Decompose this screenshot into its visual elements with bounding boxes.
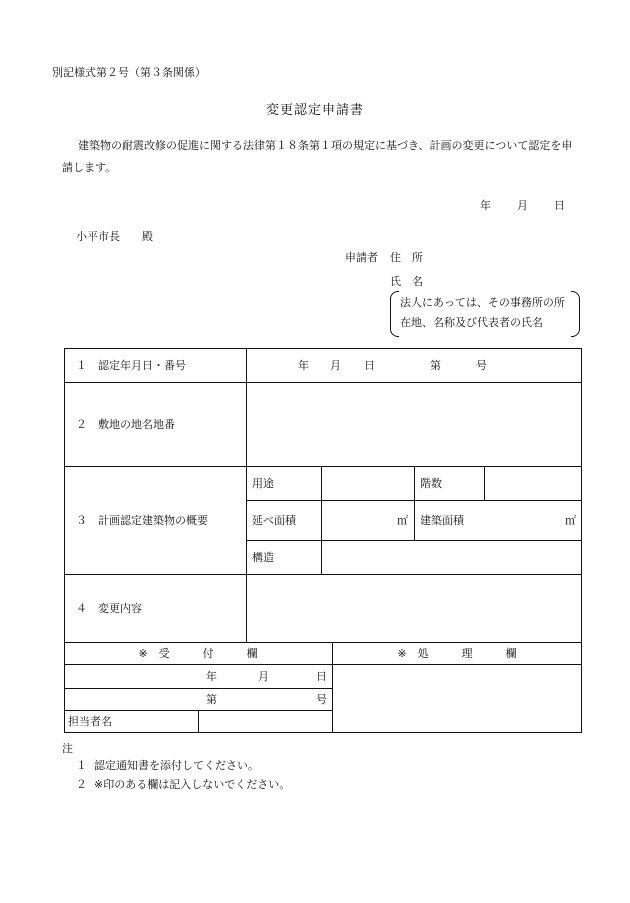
- floor-area-unit: ㎡: [397, 514, 408, 527]
- application-statement: 建築物の耐震改修の促進に関する法律第１８条第１項の規定に基づき、計画の変更について認定を申請します。: [62, 139, 573, 174]
- note-text: ※印のある欄は記入しないでください。: [94, 778, 291, 791]
- addressee: [76, 228, 153, 244]
- applicant-address-label: 住 所: [390, 251, 423, 264]
- row1-day: 日: [364, 359, 375, 372]
- row3-label: ３ 計画認定建築物の概要: [76, 514, 208, 527]
- application-date: [480, 197, 565, 213]
- note-number: １: [76, 759, 87, 772]
- notes-heading: 注: [62, 742, 73, 755]
- applicant-name-label: 氏 名: [390, 275, 423, 288]
- building-area-unit: ㎡: [565, 514, 576, 527]
- reception-no: 第: [206, 693, 217, 706]
- floor-area-label: 延べ面積: [252, 514, 296, 527]
- row2-label: ２ 敷地の地名地番: [76, 418, 175, 431]
- date-day: 日: [554, 199, 565, 212]
- date-year: 年: [480, 199, 491, 212]
- note-number: ２: [76, 778, 87, 791]
- use-label: 用途: [252, 477, 274, 490]
- building-area-label: 建築面積: [420, 514, 464, 527]
- corporate-note-bracket: [390, 291, 580, 337]
- date-month: 月: [517, 199, 528, 212]
- reception-day: 日: [316, 670, 327, 683]
- reception-person-label: 担当者名: [68, 715, 112, 728]
- form-id: 別記様式第２号（第３条関係）: [52, 66, 206, 79]
- row4-label: ４ 変更内容: [76, 602, 142, 615]
- note-item: [76, 776, 290, 792]
- row1-no: 第: [430, 359, 441, 372]
- document-title: 変更認定申請書: [265, 103, 364, 118]
- corporate-note: 法人にあっては、その事務所の所在地、名称及び代表者の氏名: [400, 296, 565, 329]
- note-item: [76, 757, 259, 773]
- processing-header: ※ 処 理 欄: [397, 647, 517, 660]
- addressee-name: 小平市長: [76, 230, 120, 243]
- reception-header: ※ 受 付 欄: [138, 647, 258, 660]
- addressee-honorific: 殿: [142, 230, 153, 243]
- reception-go: 号: [316, 693, 327, 706]
- row1-year: 年: [298, 359, 309, 372]
- reception-year: 年: [206, 670, 217, 683]
- row1-month: 月: [330, 359, 341, 372]
- applicant-label: 申請者: [345, 251, 378, 264]
- row1-go: 号: [476, 359, 487, 372]
- note-text: 認定通知書を添付してください。: [94, 759, 259, 772]
- structure-label: 構造: [252, 551, 274, 564]
- row1-label: １ 認定年月日・番号: [76, 359, 186, 372]
- reception-month: 月: [258, 670, 269, 683]
- floors-label: 階数: [420, 477, 442, 490]
